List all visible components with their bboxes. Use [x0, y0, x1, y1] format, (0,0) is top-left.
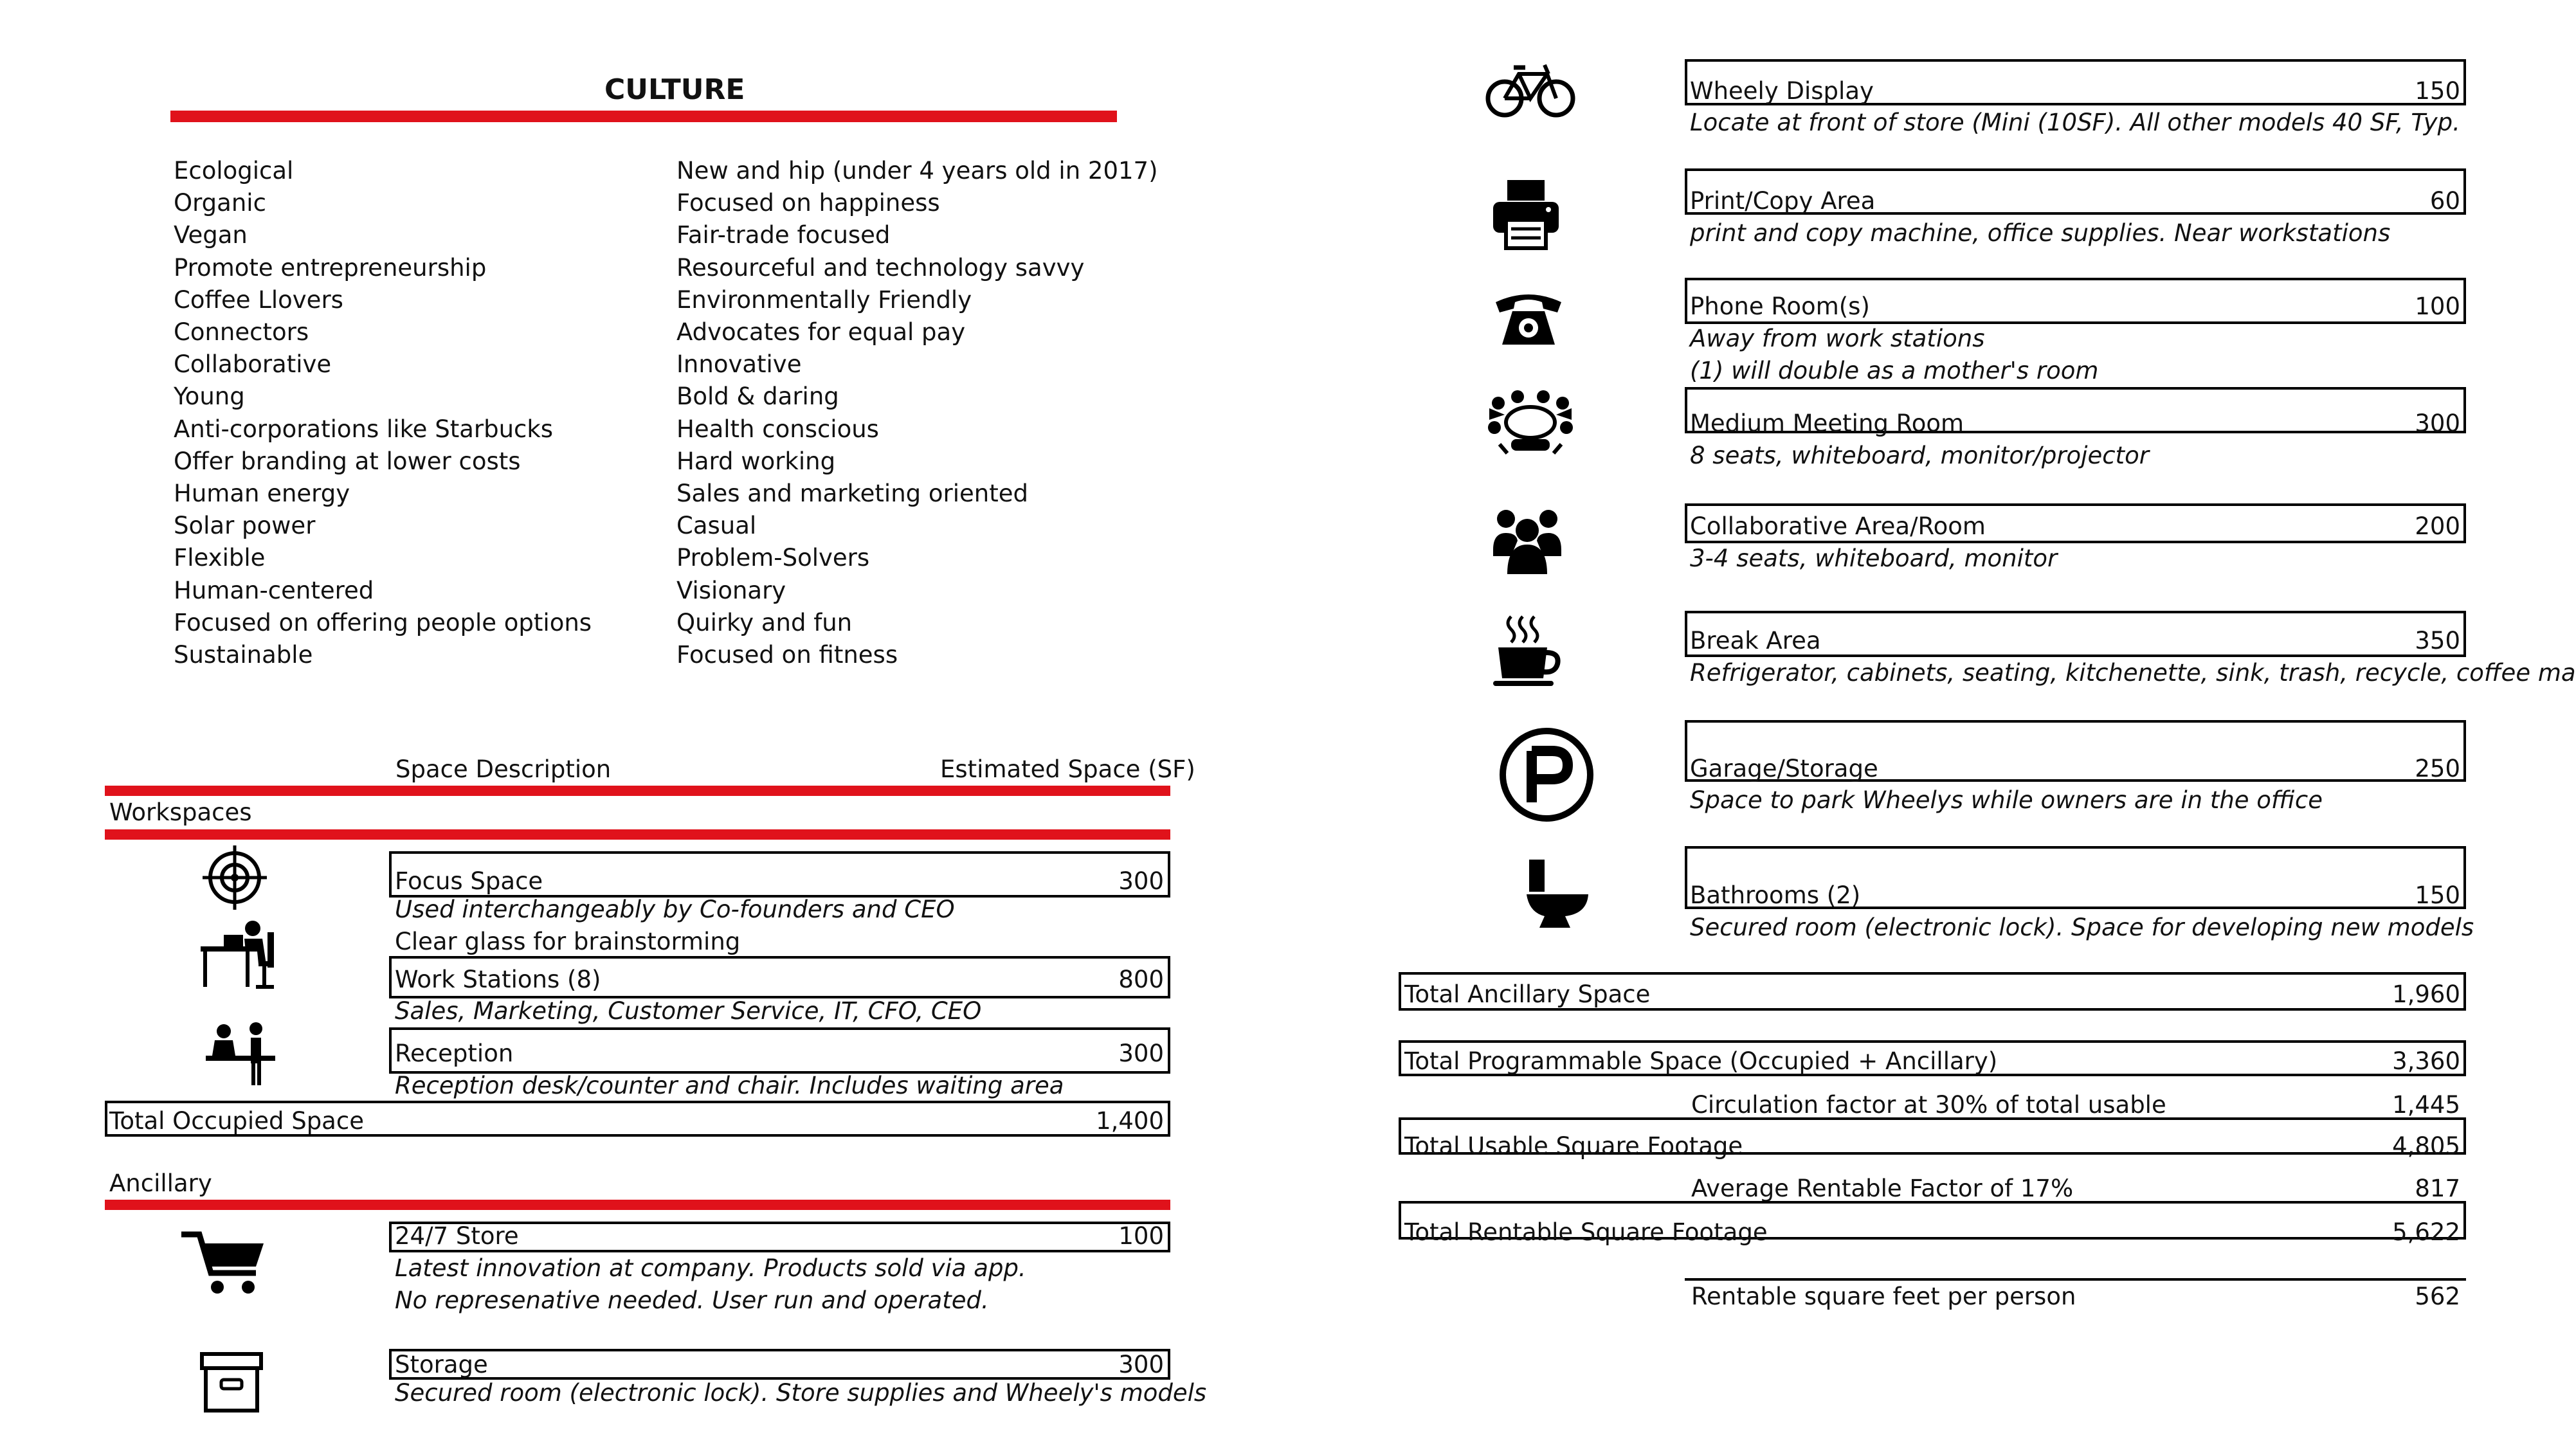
focus-space-name: Focus Space	[395, 867, 543, 895]
meeting-table-icon	[1485, 389, 1575, 460]
circulation-label: Circulation factor at 30% of total usable	[1691, 1091, 2166, 1119]
culture-left-item: Sustainable	[174, 641, 313, 669]
culture-right-item: Problem-Solvers	[676, 544, 870, 572]
store-name: 24/7 Store	[395, 1222, 519, 1250]
total-occupied-label: Total Occupied Space	[109, 1107, 364, 1135]
store-value: 100	[1118, 1222, 1164, 1250]
total-usable-value: 4,805	[2392, 1132, 2460, 1160]
storage-name: Storage	[395, 1351, 488, 1378]
culture-title: CULTURE	[604, 73, 745, 106]
garage-note: Space to park Wheelys while owners are in the office	[1690, 786, 2323, 814]
focus-space-note: Used interchangeably by Co-founders and CEO	[395, 896, 955, 923]
culture-right-item: Sales and marketing oriented	[676, 480, 1028, 507]
storage-box	[389, 1349, 1170, 1380]
parking-icon	[1498, 727, 1595, 823]
header-estimated-space: Estimated Space (SF)	[940, 755, 1195, 783]
ancillary-title: Ancillary	[109, 1169, 212, 1197]
bathrooms-name: Bathrooms (2)	[1690, 881, 1861, 909]
telephone-icon	[1493, 289, 1564, 347]
culture-right-item: Fair-trade focused	[676, 221, 891, 249]
per-person-rule	[1685, 1278, 2466, 1281]
per-person-value: 562	[2415, 1283, 2460, 1310]
total-ancillary-label: Total Ancillary Space	[1404, 980, 1651, 1008]
culture-left-item: Promote entrepreneurship	[174, 254, 487, 282]
reception-value: 300	[1118, 1040, 1164, 1067]
total-programmable-label: Total Programmable Space (Occupied + Ancillary)	[1404, 1047, 1998, 1075]
culture-left-item: Young	[174, 383, 245, 410]
culture-left-item: Focused on offering people options	[174, 609, 592, 636]
bicycle-icon	[1485, 61, 1575, 119]
wheely-display-note: Locate at front of store (Mini (10SF). All other models 40 SF, Typ.	[1690, 109, 2460, 136]
wheely-display-name: Wheely Display	[1690, 77, 1874, 105]
header-space-description: Space Description	[395, 755, 612, 783]
store-note-2: No represenative needed. User run and operated.	[395, 1286, 989, 1314]
toilet-icon	[1525, 858, 1590, 929]
total-rentable-value: 5,622	[2392, 1218, 2460, 1246]
total-programmable-value: 3,360	[2392, 1047, 2460, 1075]
print-copy-value: 60	[2429, 187, 2460, 215]
culture-right-item: Visionary	[676, 577, 786, 604]
culture-right-item: Bold & daring	[676, 383, 839, 410]
print-copy-note: print and copy machine, office supplies. Near workstations	[1690, 219, 2391, 247]
focus-space-plain-note: Clear glass for brainstorming	[395, 928, 741, 955]
printer-icon	[1491, 179, 1561, 249]
total-rentable-label: Total Rentable Square Footage	[1404, 1218, 1768, 1246]
culture-right-item: Casual	[676, 512, 757, 539]
break-area-note: Refrigerator, cabinets, seating, kitchenette, sink, trash, recycle, coffee ma	[1690, 659, 2576, 687]
collaborative-note: 3-4 seats, whiteboard, monitor	[1690, 545, 2058, 572]
phone-room-name: Phone Room(s)	[1690, 293, 1870, 320]
culture-right-item: Focused on happiness	[676, 189, 940, 217]
per-person-label: Rentable square feet per person	[1691, 1283, 2076, 1310]
total-usable-label: Total Usable Square Footage	[1404, 1132, 1743, 1160]
target-icon	[203, 845, 267, 910]
culture-right-item: Resourceful and technology savvy	[676, 254, 1085, 282]
print-copy-name: Print/Copy Area	[1690, 187, 1876, 215]
workspaces-red-bar	[105, 829, 1170, 840]
culture-right-item: Hard working	[676, 447, 836, 475]
total-occupied-value: 1,400	[1096, 1107, 1164, 1135]
storage-note: Secured room (electronic lock). Store supplies and Wheely's models	[395, 1379, 1207, 1407]
culture-left-item: Vegan	[174, 221, 248, 249]
culture-right-item: Focused on fitness	[676, 641, 898, 669]
coffee-cup-icon	[1492, 614, 1563, 691]
bathrooms-value: 150	[2415, 881, 2460, 909]
phone-room-note-2: (1) will double as a mother's room	[1690, 357, 2099, 384]
break-area-value: 350	[2415, 627, 2460, 654]
culture-left-item: Connectors	[174, 318, 309, 346]
culture-right-item: Advocates for equal pay	[676, 318, 966, 346]
store-note-1: Latest innovation at company. Products sold via app.	[395, 1254, 1026, 1282]
collaborative-name: Collaborative Area/Room	[1690, 512, 1986, 540]
reception-name: Reception	[395, 1040, 514, 1067]
garage-value: 250	[2415, 755, 2460, 782]
break-area-name: Break Area	[1690, 627, 1821, 654]
phone-room-value: 100	[2415, 293, 2460, 320]
total-ancillary-value: 1,960	[2392, 980, 2460, 1008]
phone-room-note-1: Away from work stations	[1690, 325, 1985, 352]
culture-right-item: Environmentally Friendly	[676, 286, 972, 314]
reception-note: Reception desk/counter and chair. Includes waiting area	[395, 1072, 1064, 1099]
culture-right-item: New and hip (under 4 years old in 2017)	[676, 157, 1158, 185]
meeting-room-note: 8 seats, whiteboard, monitor/projector	[1690, 442, 2149, 469]
shopping-cart-icon	[180, 1228, 270, 1299]
culture-left-item: Flexible	[174, 544, 266, 572]
culture-right-item: Quirky and fun	[676, 609, 853, 636]
circulation-value: 1,445	[2392, 1091, 2460, 1119]
wheely-display-value: 150	[2415, 77, 2460, 105]
culture-left-item: Human energy	[174, 480, 350, 507]
meeting-room-name: Medium Meeting Room	[1690, 410, 1964, 437]
focus-space-value: 300	[1118, 867, 1164, 895]
group-icon	[1492, 505, 1563, 575]
rentable-factor-value: 817	[2415, 1175, 2460, 1202]
ancillary-red-bar	[105, 1200, 1170, 1210]
garage-name: Garage/Storage	[1690, 755, 1878, 782]
work-stations-name: Work Stations (8)	[395, 966, 601, 993]
culture-left-item: Collaborative	[174, 350, 332, 378]
culture-right-item: Health conscious	[676, 415, 879, 443]
reception-icon	[206, 1022, 277, 1087]
culture-left-item: Solar power	[174, 512, 316, 539]
bathrooms-note: Secured room (electronic lock). Space for developing new models	[1690, 914, 2474, 941]
work-stations-value: 800	[1118, 966, 1164, 993]
storage-box-icon	[199, 1351, 264, 1413]
desk-worker-icon	[199, 919, 283, 990]
storage-value: 300	[1118, 1351, 1164, 1378]
work-stations-note: Sales, Marketing, Customer Service, IT, CFO, CEO	[395, 997, 982, 1025]
culture-left-item: Ecological	[174, 157, 294, 185]
culture-left-item: Offer branding at lower costs	[174, 447, 521, 475]
culture-left-item: Anti-corporations like Starbucks	[174, 415, 554, 443]
rentable-factor-label: Average Rentable Factor of 17%	[1691, 1175, 2074, 1202]
collaborative-value: 200	[2415, 512, 2460, 540]
header-red-bar	[105, 786, 1170, 796]
culture-left-item: Human-centered	[174, 577, 374, 604]
culture-underline	[170, 111, 1117, 122]
workspaces-title: Workspaces	[109, 799, 252, 826]
culture-right-item: Innovative	[676, 350, 802, 378]
meeting-room-value: 300	[2415, 410, 2460, 437]
culture-left-item: Organic	[174, 189, 266, 217]
culture-left-item: Coffee Llovers	[174, 286, 343, 314]
